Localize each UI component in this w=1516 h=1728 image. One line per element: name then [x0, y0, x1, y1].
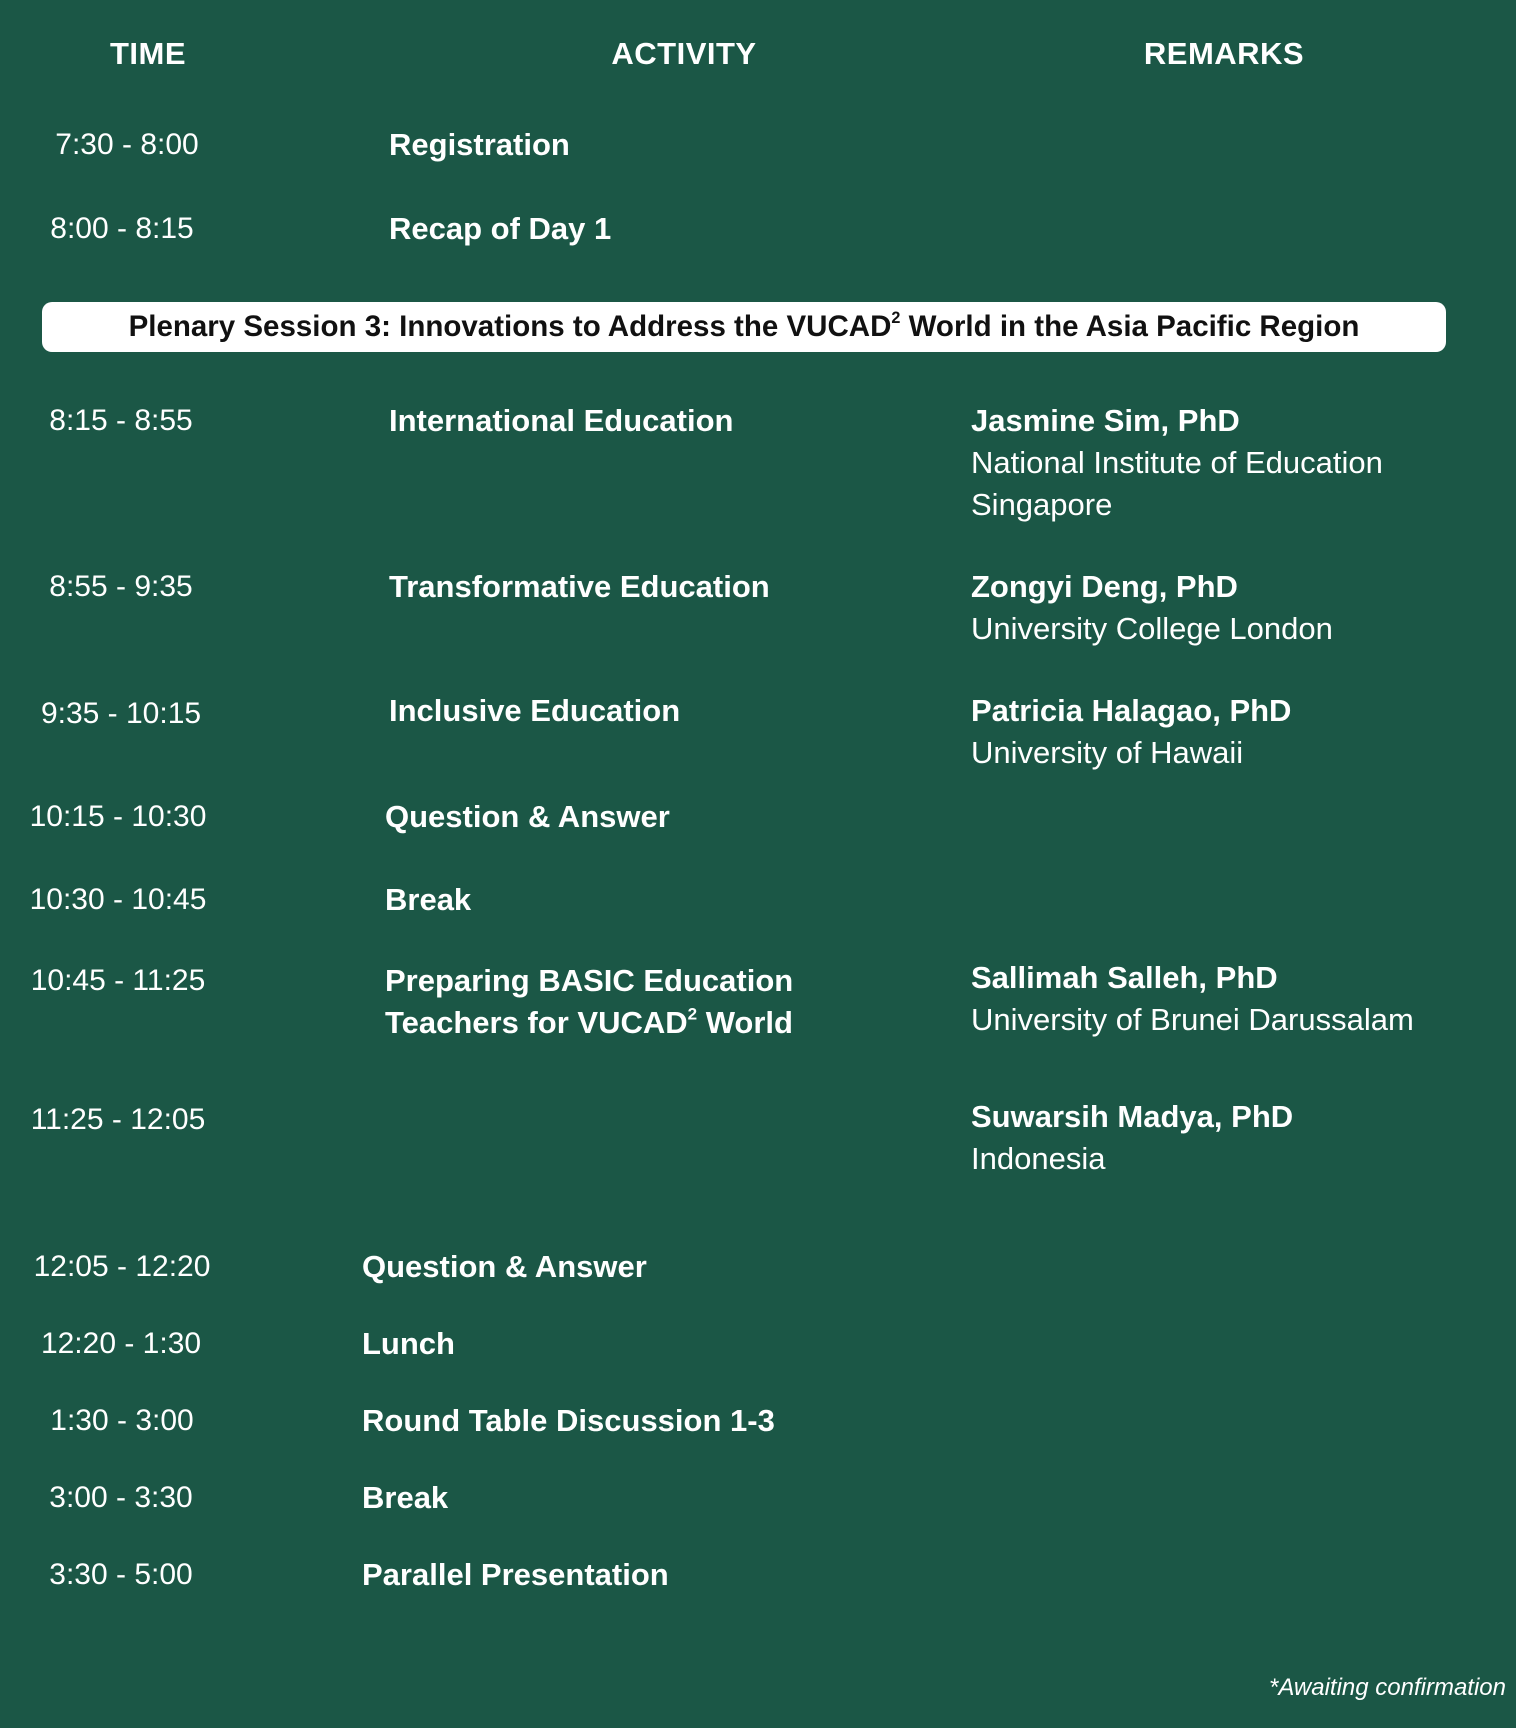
speaker-affiliation: Indonesia [971, 1141, 1106, 1176]
plenary-session-banner: Plenary Session 3: Innovations to Address the VUCAD$^2$ World in the Asia Pacific Region [42, 302, 1446, 352]
activity-preparing-basic-education: Preparing BASIC Education [385, 963, 794, 998]
speaker-affiliation: University of Brunei Darussalam [971, 1002, 1414, 1037]
speaker-affiliation: Singapore [971, 487, 1113, 522]
time-recap: 8:00 - 8:15 [50, 212, 194, 245]
speaker-name: Jasmine Sim, PhD [971, 403, 1240, 438]
header-activity: ACTIVITY [611, 36, 757, 71]
time-lunch: 12:20 - 1:30 [40, 1327, 202, 1360]
time-break-2: 3:00 - 3:30 [49, 1481, 193, 1514]
activity-inclusive-education: Inclusive Education [389, 693, 681, 728]
time-parallel-presentation: 3:30 - 5:00 [49, 1558, 193, 1591]
activity-international-education: International Education [389, 403, 734, 438]
time-preparing-basic-education: 10:45 - 11:25 [30, 964, 206, 997]
activity-break: Break [385, 882, 472, 917]
footnote-awaiting-confirmation: *Awaiting confirmation [1268, 1674, 1506, 1701]
activity-preparing-basic-education-line2: Teachers for VUCAD$^2$ World [385, 1004, 793, 1040]
speaker-affiliation: National Institute of Education [971, 445, 1383, 480]
activity-recap: Recap of Day 1 [389, 211, 612, 246]
time-break: 10:30 - 10:45 [29, 883, 207, 916]
activity-question-answer-2: Question & Answer [362, 1249, 647, 1284]
speaker-name: Patricia Halagao, PhD [971, 693, 1292, 728]
activity-registration: Registration [389, 127, 570, 162]
time-round-table: 1:30 - 3:00 [50, 1404, 194, 1437]
activity-transformative-education: Transformative Education [389, 569, 770, 604]
time-suwarsih-madya: 11:25 - 12:05 [30, 1103, 206, 1136]
speaker-affiliation: University of Hawaii [971, 735, 1244, 770]
header-remarks: REMARKS [1143, 36, 1305, 71]
activity-lunch: Lunch [362, 1326, 455, 1361]
time-question-answer: 10:15 - 10:30 [29, 800, 207, 833]
activity-round-table: Round Table Discussion 1-3 [362, 1403, 775, 1438]
speaker-name: Zongyi Deng, PhD [971, 569, 1238, 604]
activity-parallel-presentation: Parallel Presentation [362, 1557, 669, 1592]
time-transformative-education: 8:55 - 9:35 [49, 570, 193, 603]
speaker-name: Sallimah Salleh, PhD [971, 960, 1278, 995]
speaker-affiliation: University College London [971, 611, 1333, 646]
time-question-answer-2: 12:05 - 12:20 [33, 1250, 211, 1283]
activity-break-2: Break [362, 1480, 449, 1515]
header-time: TIME [109, 36, 187, 71]
time-international-education: 8:15 - 8:55 [49, 404, 193, 437]
time-registration: 7:30 - 8:00 [55, 128, 199, 161]
time-inclusive-education: 9:35 - 10:15 [40, 697, 202, 730]
activity-question-answer: Question & Answer [385, 799, 670, 834]
speaker-name: Suwarsih Madya, PhD [971, 1099, 1294, 1134]
